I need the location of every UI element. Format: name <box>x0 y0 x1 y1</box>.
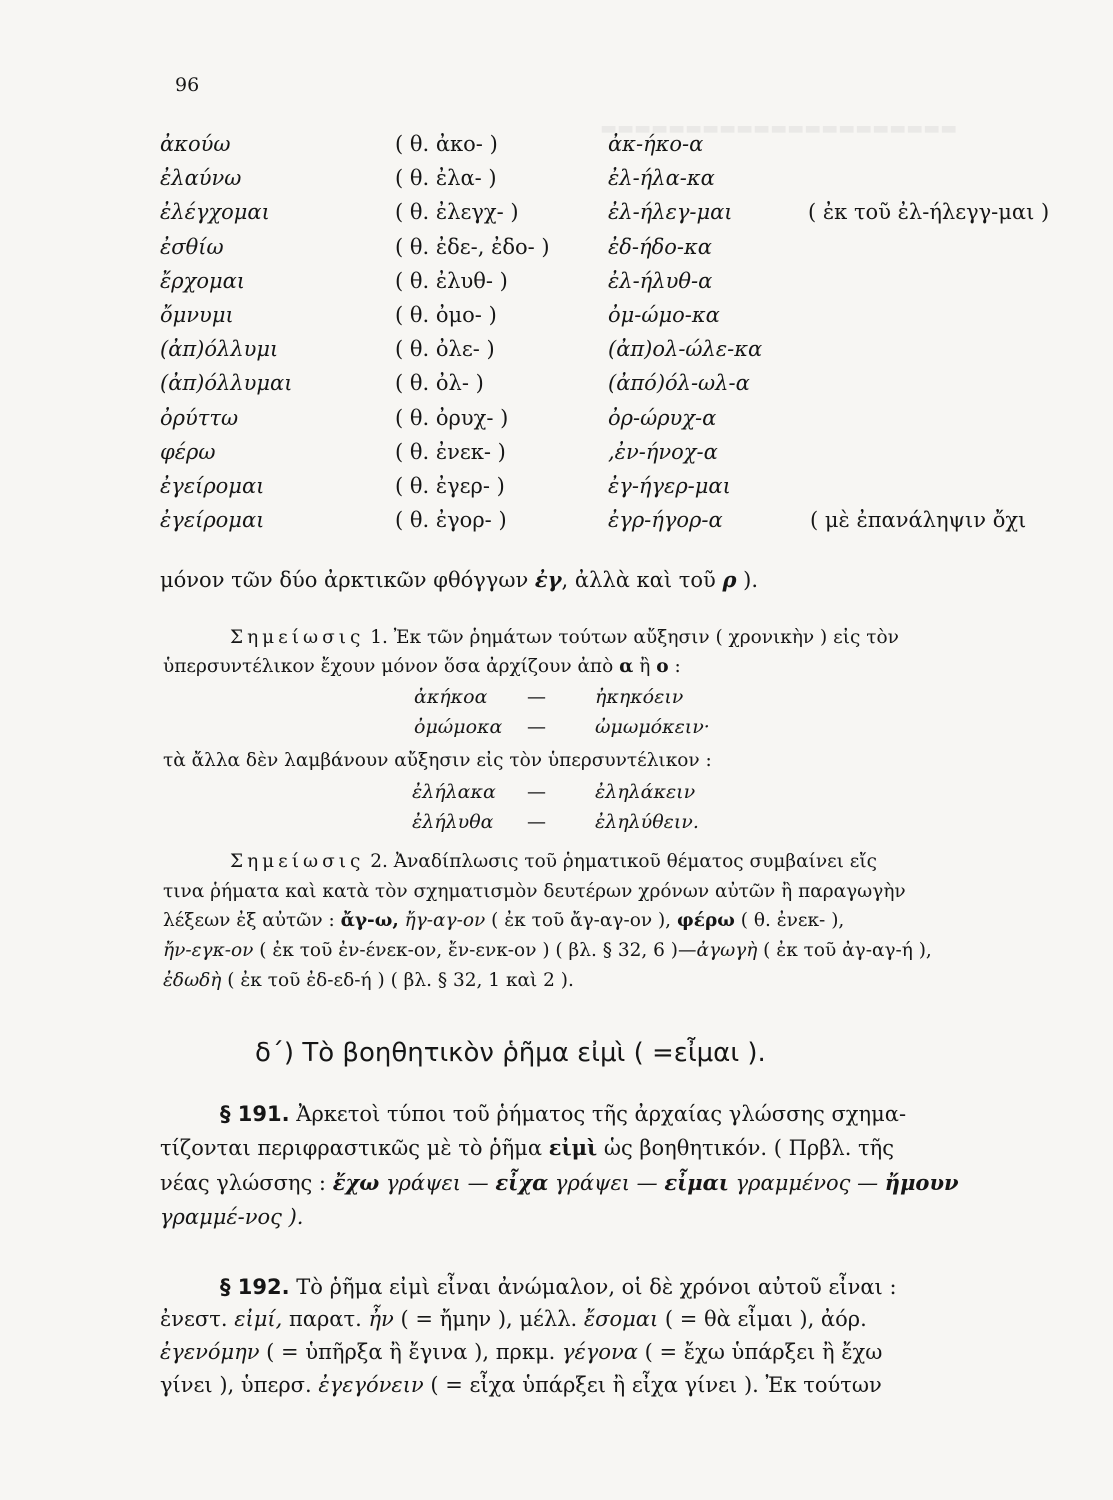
verb-cell: (ἀπ)όλλυμι <box>160 337 279 362</box>
note1-example-dash: — <box>527 781 546 803</box>
perfect-cell: ἐγρ-ήγορ-α <box>608 508 723 533</box>
verb-cell: ἀκούω <box>160 132 231 156</box>
theme-cell: ( θ. ὀλε- ) <box>395 337 495 362</box>
section-heading: δ΄) Τὸ βοηθητικὸν ῥῆμα εἰμὶ ( =εἶμαι ). <box>255 1038 766 1068</box>
verb-cell: ἐγείρομαι <box>160 473 265 498</box>
perfect-cell: ἐδ-ήδο-κα <box>608 234 712 259</box>
note2-line5: ἐδωδὴ ( ἐκ τοῦ ἐδ-εδ-ή ) ( βλ. § 32, 1 καὶ 2 ). <box>163 970 574 991</box>
note2-line4: ἤν-εγκ-ον ( ἐκ τοῦ ἐν-ένεκ-ον, ἔν-ενκ-ον ) ( βλ. § 32, 6 )—ἀγωγὴ ( ἐκ τοῦ ἀγ-αγ-ή ), <box>163 940 932 961</box>
s192-line3: ἐγενόμην ( = ὑπῆρξα ἢ ἔγινα ), πρκμ. γέγονα ( = ἔχω ὑπάρξει ἢ ἔχω <box>160 1340 883 1364</box>
verb-cell: ἐγείρομαι <box>160 508 265 533</box>
note1-example-dash: — <box>527 716 546 738</box>
perfect-cell: ὀμ-ώμο-κα <box>608 302 720 327</box>
note1-example-right: ὠμωμόκειν· <box>595 716 710 738</box>
note2-line2: τινα ῥήματα καὶ κατὰ τὸν σχηματισμὸν δευτέρων χρόνων αὐτῶν ἢ παραγωγὴν <box>163 881 906 902</box>
note1-example-left: ὀμώμοκα <box>414 716 503 738</box>
theme-cell: ( θ. ὀμο- ) <box>395 302 497 327</box>
section-number: § 191. <box>220 1102 290 1126</box>
verb-cell: ὀρύττω <box>160 405 239 430</box>
note1-example-left: ἐλήλακα <box>412 781 496 803</box>
perfect-cell: ἐλ-ήλεγ-μαι <box>608 200 733 225</box>
s191-line4: γραμμέ-νος ). <box>160 1205 304 1229</box>
note1-line2: ὑπερσυντέλικον ἔχουν μόνον ὅσα ἀρχίζουν ἀπὸ α ἢ ο : <box>163 656 681 677</box>
note1-line3: τὰ ἄλλα δὲν λαμβάνουν αὔξησιν εἰς τὸν ὑπερσυντέλικον : <box>163 750 712 771</box>
theme-cell: ( θ. ἐλυθ- ) <box>395 268 508 293</box>
verb-cell: ἔρχομαι <box>160 268 246 293</box>
page-number: 96 <box>175 74 200 96</box>
perfect-cell: ἀκ-ήκο-α <box>608 132 704 156</box>
note1-example-right: ἐληλάκειν <box>595 781 696 803</box>
section-number: § 192. <box>220 1275 290 1299</box>
verb-cell: ἐλαύνω <box>160 166 242 191</box>
s191-line3: νέας γλώσσης : ἔχω γράψει — εἶχα γράψει — εἶμαι γραμμένος — ἤμουν <box>160 1170 959 1195</box>
note1-example-right: ἐληλύθειν. <box>595 811 699 833</box>
theme-cell: ( θ. ἐλεγχ- ) <box>395 200 519 225</box>
theme-cell: ( θ. ἐνεκ- ) <box>395 439 506 464</box>
verb-cell: (ἀπ)όλλυμαι <box>160 371 293 396</box>
theme-cell: ( θ. ἐδε-, ἐδο- ) <box>395 234 550 259</box>
table-row-continuation: μόνον τῶν δύο ἀρκτικῶν φθόγγων ἐγ, ἀλλὰ καὶ τοῦ ρ ). <box>160 567 758 592</box>
note1-example-left: ἀκήκοα <box>414 686 488 708</box>
theme-cell: ( θ. ἐγερ- ) <box>395 473 505 498</box>
note-cell: ( μὲ ἐπανάληψιν ὄχι <box>810 508 1027 533</box>
s191-line2: τίζονται περιφραστικῶς μὲ τὸ ῥῆμα εἰμὶ ὡς βοηθητικόν. ( Πρβλ. τῆς <box>160 1135 895 1160</box>
theme-cell: ( θ. ἐγορ- ) <box>395 508 507 533</box>
note-cell: ( ἐκ τοῦ ἐλ-ήλεγγ-μαι ) <box>808 200 1050 225</box>
note1-label: Σημείωσις <box>230 627 365 648</box>
s192-line1: § 192. Τὸ ῥῆμα εἰμὶ εἶναι ἀνώμαλον, οἱ δὲ χρόνοι αὐτοῦ εἶναι : <box>220 1275 897 1299</box>
s192-line4: γίνει ), ὑπερσ. ἐγεγόνειν ( = εἶχα ὑπάρξει ἢ εἶχα γίνει ). Ἐκ τούτων <box>160 1373 882 1397</box>
theme-cell: ( θ. ὀλ- ) <box>395 371 484 396</box>
verb-cell: ἐλέγχομαι <box>160 200 270 225</box>
perfect-cell: (ἀπ)ολ-ώλε-κα <box>608 337 763 362</box>
note1-example-right: ἠκηκόειν <box>595 686 684 708</box>
note2-line1: Σημείωσις 2. Ἀναδίπλωσις τοῦ ῥηματικοῦ θέματος συμβαίνει εἴς <box>230 851 878 872</box>
note1-example-dash: — <box>527 686 546 708</box>
verb-cell: φέρω <box>160 439 216 464</box>
note2-label: Σημείωσις <box>230 851 365 872</box>
perfect-cell: ,ἐν-ήνοχ-α <box>608 439 718 464</box>
verb-cell: ὄμνυμι <box>160 302 234 327</box>
s192-line2: ἐνεστ. εἰμί, παρατ. ἦν ( = ἤμην ), μέλλ. ἔσομαι ( = θὰ εἶμαι ), ἀόρ. <box>160 1307 867 1331</box>
theme-cell: ( θ. ἀκο- ) <box>395 132 498 156</box>
verb-cell: ἐσθίω <box>160 234 224 259</box>
s191-line1: § 191. Ἀρκετοὶ τύποι τοῦ ῥήματος τῆς ἀρχαίας γλώσσης σχημα- <box>220 1102 907 1126</box>
perfect-cell: ἐλ-ήλυθ-α <box>608 268 713 293</box>
perfect-cell: ὀρ-ώρυχ-α <box>608 405 717 430</box>
perfect-cell: ἐγ-ήγερ-μαι <box>608 473 731 498</box>
note1-example-left: ἐλήλυθα <box>412 811 494 833</box>
theme-cell: ( θ. ὀρυχ- ) <box>395 405 509 430</box>
note1-example-dash: — <box>527 811 546 833</box>
note1-line1: Σημείωσις 1. Ἐκ τῶν ῥημάτων τούτων αὔξησιν ( χρονικὴν ) εἰς τὸν <box>230 627 899 648</box>
perfect-cell: (ἀπό)όλ-ωλ-α <box>608 371 750 396</box>
bleed-through-texture: ▬▬▬▬▬▬▬▬▬▬▬▬▬▬▬▬▬▬▬▬▬ <box>600 118 958 139</box>
note2-line3: λέξεων ἐξ αὐτῶν : ἄγ-ω, ἤγ-αγ-ον ( ἐκ τοῦ ἄγ-αγ-ον ), φέρω ( θ. ἐνεκ- ), <box>163 910 845 931</box>
perfect-cell: ἐλ-ήλα-κα <box>608 166 715 191</box>
theme-cell: ( θ. ἐλα- ) <box>395 166 497 191</box>
